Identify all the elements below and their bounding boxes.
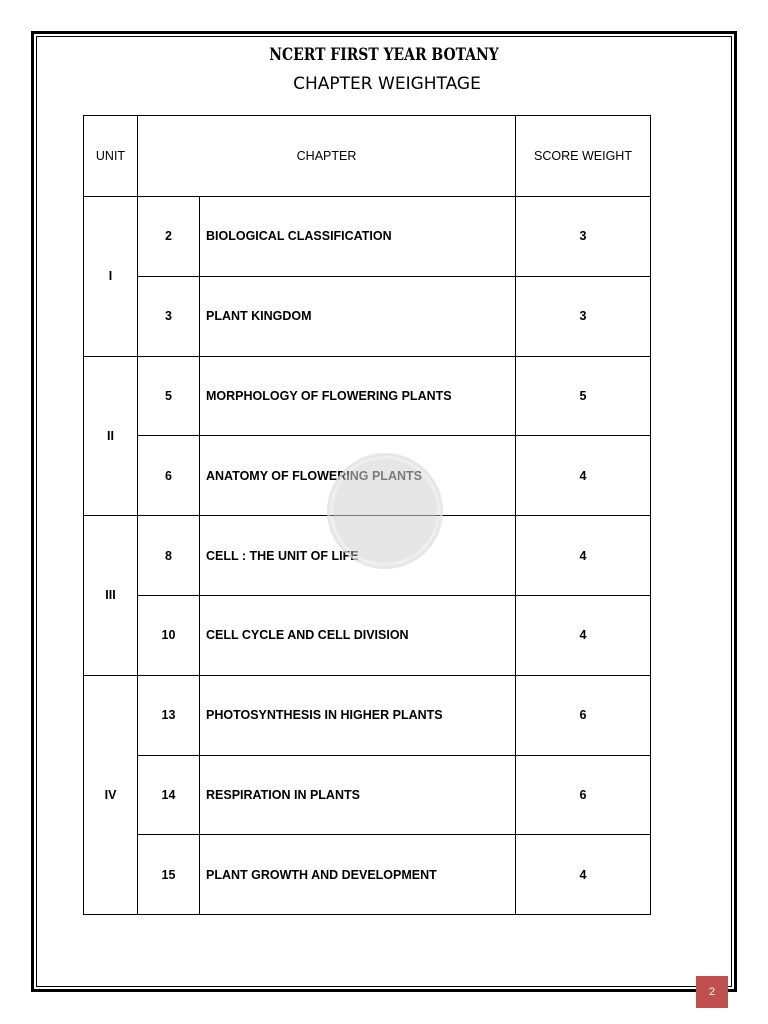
score-weight: 4 xyxy=(516,516,651,596)
score-weight: 4 xyxy=(516,436,651,516)
table-row xyxy=(84,595,651,675)
chapter-name: ANATOMY OF FLOWERING PLANTS xyxy=(200,436,516,516)
chapter-name: CELL CYCLE AND CELL DIVISION xyxy=(200,595,516,675)
chapter-name: RESPIRATION IN PLANTS xyxy=(200,755,516,835)
table-row xyxy=(84,276,651,356)
header-chapter: CHAPTER xyxy=(138,116,516,197)
chapter-number: 2 xyxy=(138,197,200,277)
document-title: NCERT FIRST YEAR BOTANY xyxy=(269,45,499,65)
chapter-name: PHOTOSYNTHESIS IN HIGHER PLANTS xyxy=(200,675,516,755)
table-row xyxy=(84,356,651,436)
table-row xyxy=(84,835,651,915)
chapter-name: PLANT KINGDOM xyxy=(200,276,516,356)
chapter-number: 13 xyxy=(138,675,200,755)
unit-cell: II xyxy=(84,356,138,516)
score-weight: 6 xyxy=(516,755,651,835)
score-weight: 4 xyxy=(516,595,651,675)
chapter-name: BIOLOGICAL CLASSIFICATION xyxy=(200,197,516,277)
chapter-number: 8 xyxy=(138,516,200,596)
chapter-number: 3 xyxy=(138,276,200,356)
chapter-name: CELL : THE UNIT OF LIFE xyxy=(200,516,516,596)
table-row xyxy=(84,755,651,835)
document-subtitle: CHAPTER WEIGHTAGE xyxy=(293,74,481,94)
chapter-number: 6 xyxy=(138,436,200,516)
unit-cell: I xyxy=(84,197,138,357)
table-row xyxy=(84,675,651,755)
header-score-weight: SCORE WEIGHT xyxy=(516,116,651,197)
table-row xyxy=(84,197,651,277)
unit-cell: IV xyxy=(84,675,138,914)
chapter-name: PLANT GROWTH AND DEVELOPMENT xyxy=(200,835,516,915)
chapter-number: 10 xyxy=(138,595,200,675)
page-number: 2 xyxy=(696,976,728,1008)
chapter-name: MORPHOLOGY OF FLOWERING PLANTS xyxy=(200,356,516,436)
header-unit: UNIT xyxy=(84,116,138,197)
table-row xyxy=(84,516,651,596)
score-weight: 6 xyxy=(516,675,651,755)
score-weight: 5 xyxy=(516,356,651,436)
score-weight: 4 xyxy=(516,835,651,915)
chapter-number: 14 xyxy=(138,755,200,835)
table-row xyxy=(84,436,651,516)
chapter-number: 5 xyxy=(138,356,200,436)
score-weight: 3 xyxy=(516,197,651,277)
unit-cell: III xyxy=(84,516,138,676)
table-header-row xyxy=(84,116,651,197)
score-weight: 3 xyxy=(516,276,651,356)
chapter-number: 15 xyxy=(138,835,200,915)
chapter-weightage-table xyxy=(83,115,651,915)
